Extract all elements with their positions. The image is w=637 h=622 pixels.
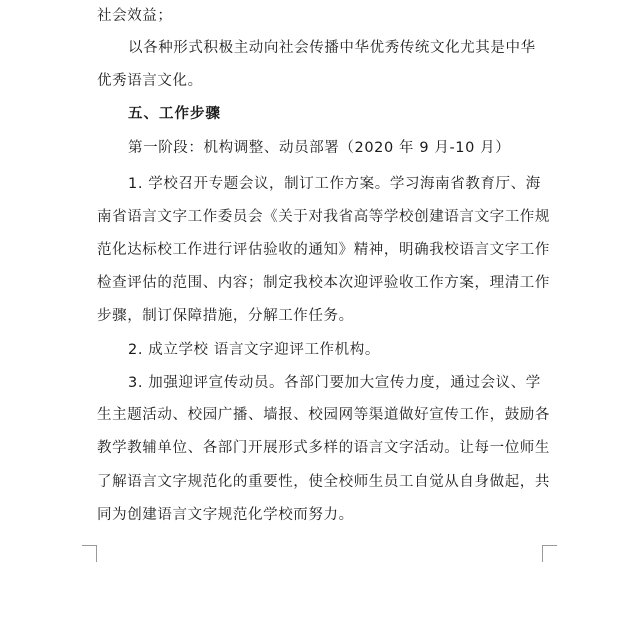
text-line: 同为创建语言文字规范化学校而努力。 [97,507,354,523]
text-line: 2. 成立学校 语言文字迎评工作机构。 [128,342,380,358]
text-line: 1. 学校召开专题会议，制订工作方案。学习海南省教育厅、海 [128,176,541,192]
text-line: 社会效益； [97,8,173,24]
text-line: 优秀语言文化。 [97,73,203,89]
text-line: 第一阶段：机构调整、动员部署（2020 年 9 月-10 月） [128,140,511,156]
section-heading: 五、工作步骤 [128,106,221,122]
text-line: 步骤，制订保障措施，分解工作任务。 [97,308,354,324]
page-corner-mark-left [82,545,97,562]
text-line: 南省语言文字工作委员会《关于对我省高等学校创建语言文字工作规 [97,209,550,225]
page-corner-mark-right [542,545,557,562]
text-line: 了解语言文字规范化的重要性，使全校师生员工自觉从自身做起，共 [97,474,550,490]
text-line: 生主题活动、校园广播、墙报、校园网等渠道做好宣传工作，鼓励各 [97,407,550,423]
text-line: 教学教辅单位、各部门开展形式多样的语言文字活动。让每一位师生 [97,440,550,456]
text-line: 以各种形式积极主动向社会传播中华优秀传统文化尤其是中华 [128,40,536,56]
text-line: 检查评估的范围、内容；制定我校本次迎评验收工作方案，理清工作 [97,275,550,291]
text-line: 范化达标校工作进行评估验收的通知》精神，明确我校语言文字工作 [97,242,550,258]
text-line: 3. 加强迎评宣传动员。各部门要加大宣传力度，通过会议、学 [128,375,541,391]
